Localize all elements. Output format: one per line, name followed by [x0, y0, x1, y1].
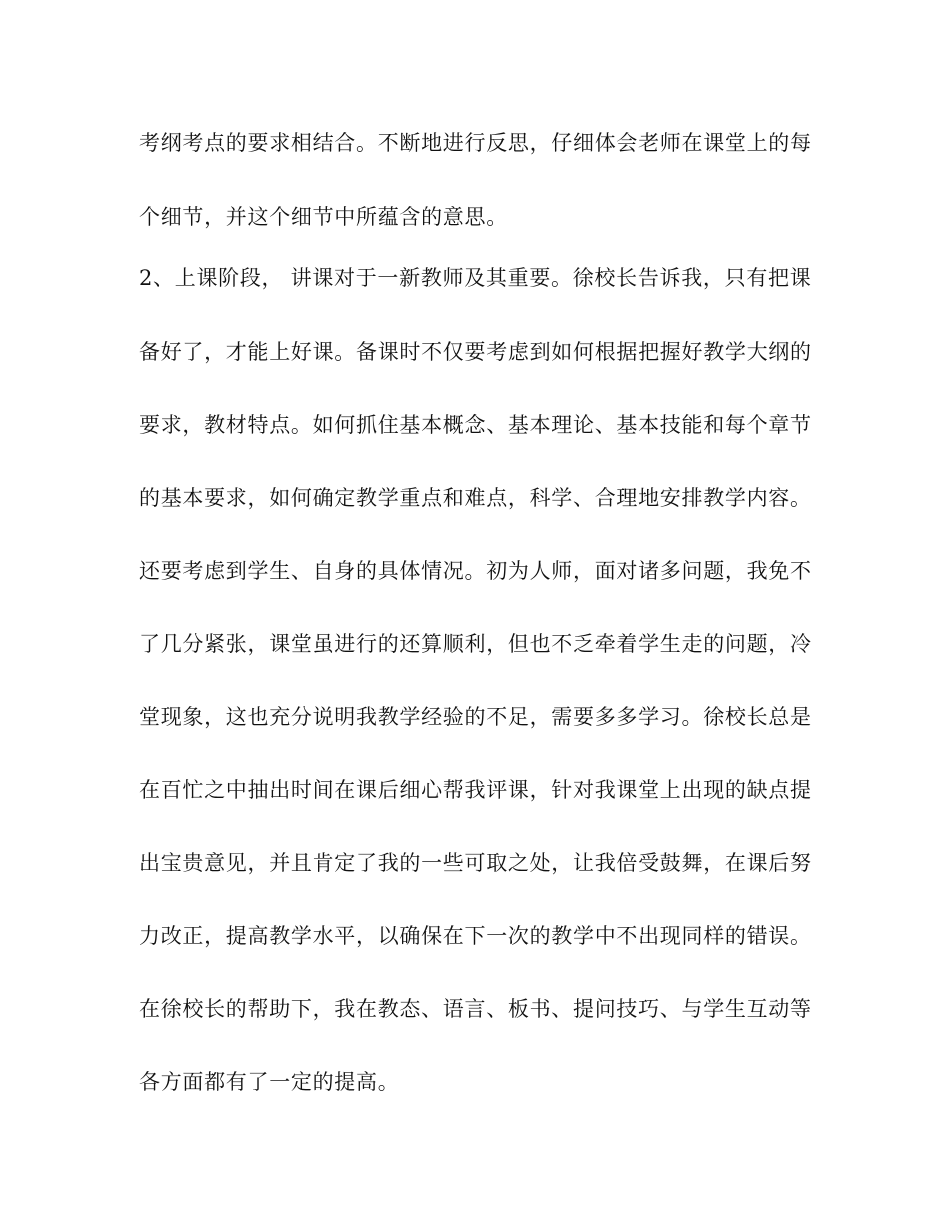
text-line-8: 了几分紧张，课堂虽进行的还算顺利，但也不乏牵着学生走的问题，冷: [139, 632, 812, 656]
text-line-12: 力改正，提高教学水平，以确保在下一次的教学中不出现同样的错误。: [139, 924, 812, 948]
text-line-2: 个细节，并这个细节中所蕴含的意思。: [139, 205, 508, 229]
text-line-14: 各方面都有了一定的提高。: [139, 1070, 400, 1094]
text-line-10: 在百忙之中抽出时间在课后细心帮我评课，针对我课堂上出现的缺点提: [139, 778, 812, 802]
text-line-9: 堂现象，这也充分说明我教学经验的不足，需要多多学习。徐校长总是: [139, 705, 812, 729]
text-line-3: 2、上课阶段， 讲课对于一新教师及其重要。徐校长告诉我，只有把课: [139, 266, 812, 290]
text-line-7: 还要考虑到学生、自身的具体情况。初为人师，面对诸多问题，我免不: [139, 559, 812, 583]
text-line-1: 考纲考点的要求相结合。不断地进行反思，仔细体会老师在课堂上的每: [139, 131, 812, 155]
text-line-5: 要求，教材特点。如何抓住基本概念、基本理论、基本技能和每个章节: [139, 413, 812, 437]
text-line-11: 出宝贵意见，并且肯定了我的一些可取之处，让我倍受鼓舞，在课后努: [139, 851, 812, 875]
text-line-13: 在徐校长的帮助下，我在教态、语言、板书、提问技巧、与学生互动等: [139, 997, 812, 1021]
text-line-4: 备好了，才能上好课。备课时不仅要考虑到如何根据把握好教学大纲的: [139, 340, 812, 364]
text-line-6: 的基本要求，如何确定教学重点和难点，科学、合理地安排教学内容。: [139, 486, 812, 510]
